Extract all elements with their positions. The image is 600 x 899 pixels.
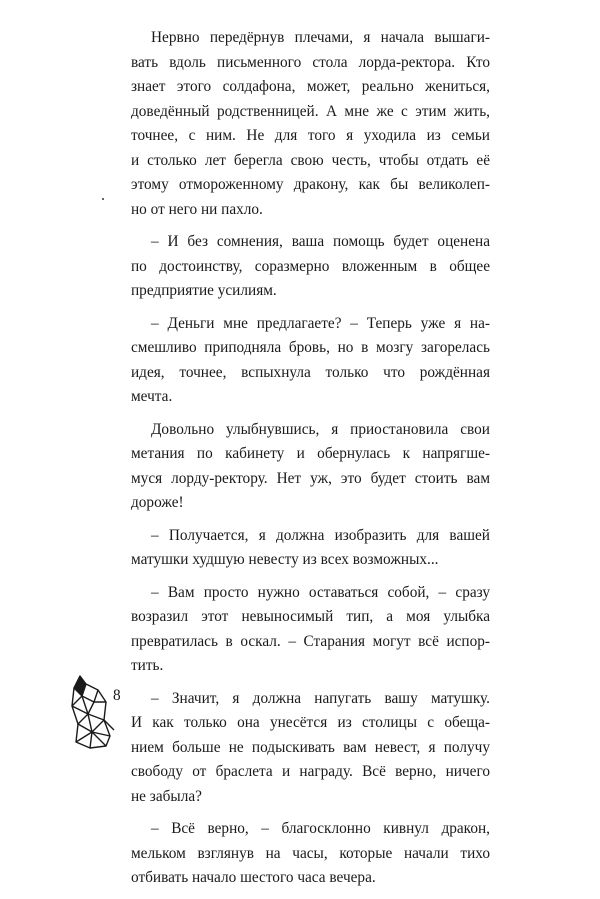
text-line: и столько лет берегла свою честь, чтобы отдать её <box>131 151 490 169</box>
text-line: нием больше не подыскивать вам невест, я получу <box>131 738 490 756</box>
text-line: этому отмороженному дракону, как бы великолеп- <box>131 176 490 193</box>
text-line: вать вдоль письменного стола лорда-ректора. Кто <box>131 53 490 71</box>
paragraph <box>131 687 490 810</box>
paragraph <box>131 418 490 516</box>
text-line: муся лорду-ректору. Нет уж, это будет стоить вам <box>131 469 490 487</box>
text-line: – Деньги мне предлагаете? – Теперь уже я на- <box>151 314 490 332</box>
text-line: точнее, с ним. Не для того я уходила из семьи <box>131 127 490 144</box>
paragraph <box>131 312 490 410</box>
text-line: предприятие усилиям. <box>131 282 277 299</box>
text-line: но от него ни пахло. <box>131 200 263 218</box>
paragraph <box>131 524 490 573</box>
page-number: 8 <box>113 687 121 704</box>
text-line: не забыла? <box>131 787 202 805</box>
text-line: – Вам просто нужно оставаться собой, – сразу <box>151 583 490 601</box>
text-line: смешливо приподняла бровь, но в мозгу загорелась <box>131 339 490 356</box>
paragraph <box>131 817 490 891</box>
text-line: Нервно передёрнув плечами, я начала вышаги- <box>151 29 490 46</box>
text-line: мечта. <box>131 388 173 405</box>
text-line: мельком взглянув на часы, которые начали тихо <box>131 844 490 862</box>
text-line: метания по кабинету и обернулась к напрягше- <box>131 445 490 462</box>
paragraph <box>131 26 490 222</box>
text-line: – И без сомнения, ваша помощь будет оценена <box>151 233 490 250</box>
paragraph <box>131 581 490 679</box>
geometric-ornament-icon <box>68 672 116 750</box>
text-line: – Получается, я должна изобразить для вашей <box>151 526 490 544</box>
text-line: доведённый родственницей. А мне же с этим жить, <box>131 102 490 120</box>
text-line: дороже! <box>131 494 184 511</box>
text-line: по достоинству, соразмерно вложенным в общее <box>131 257 490 275</box>
text-line: тить. <box>131 657 164 674</box>
print-speck <box>102 198 104 200</box>
text-line: превратилась в оскал. – Старания могут всё испор- <box>131 632 490 650</box>
text-line: Довольно улыбнувшись, я приостановила свои <box>151 420 490 438</box>
text-line: возразил этот невыносимый тип, а моя улыбка <box>131 608 490 625</box>
paragraph <box>131 230 490 304</box>
text-line: отбивать начало шестого часа вечера. <box>131 869 376 886</box>
text-line: матушки худшую невесту из всех возможных... <box>131 551 439 568</box>
text-line: И как только она унесётся из столицы с обеща- <box>131 714 490 731</box>
text-line: идея, точнее, вспыхнула только что рождённая <box>131 363 490 381</box>
body-text <box>131 26 490 899</box>
text-line: свободу от браслета и награду. Всё верно, ничего <box>131 763 490 780</box>
text-line: знает этого солдафона, может, реально жениться, <box>131 78 490 95</box>
text-line: – Всё верно, – благосклонно кивнул дракон, <box>151 820 490 837</box>
text-line: – Значит, я должна напугать вашу матушку. <box>151 689 490 707</box>
